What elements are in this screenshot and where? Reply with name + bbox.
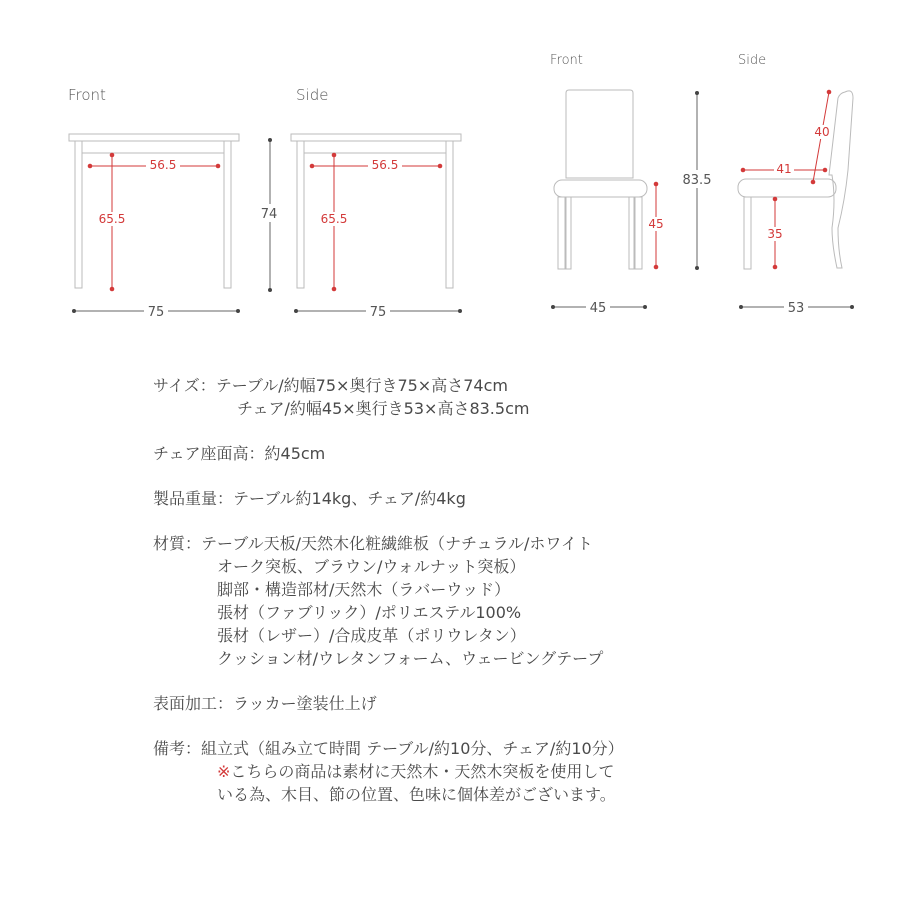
spec-remarks-label: 備考： (153, 739, 202, 758)
chair-side-seat (738, 179, 836, 197)
chair-side-view (738, 91, 853, 269)
spec-material-line: オーク突板、ブラウン/ウォルナット突板） (217, 557, 526, 576)
spec-size-label: サイズ： (153, 376, 216, 395)
spec-remarks (153, 737, 853, 806)
table-side-depth: 75 (369, 305, 387, 320)
table-height: 74 (260, 207, 278, 222)
spec-remarks-assembly: 組立式（組み立て時間 テーブル/約10分、チェア/約10分） (201, 739, 624, 758)
chair-side-label: Side (738, 53, 767, 68)
spec-remarks-note-cont: いる為、木目、節の位置、色味に個体差がございます。 (217, 785, 616, 804)
table-front-label: Front (68, 86, 106, 104)
spec-material-line: 脚部・構造部材/天然木（ラバーウッド） (217, 580, 511, 599)
spec-size (153, 374, 853, 420)
chair-depth: 53 (787, 301, 805, 316)
table-side-label: Side (296, 86, 329, 104)
spec-material (153, 532, 853, 670)
chair-side-backrest-leg (829, 91, 853, 268)
chair-front-label: Front (550, 53, 583, 68)
table-side-red-dims (310, 153, 443, 292)
table-side-leg-left (297, 141, 304, 288)
chair-leg-height: 35 (767, 227, 783, 241)
table-front-top (69, 134, 239, 141)
table-height-dim (258, 138, 282, 292)
table-front-red-dims (88, 153, 221, 292)
table-front-leg-left (75, 141, 82, 288)
spec-finish: 表面加工：ラッカー塗装仕上げ (153, 694, 377, 713)
spec-seat-height: チェア座面高：約45cm (153, 444, 326, 463)
chair-front-seat-height-dim (646, 182, 666, 270)
table-front-leg-height: 65.5 (98, 212, 126, 226)
chair-width: 45 (589, 301, 607, 316)
chair-front-view (554, 90, 647, 269)
chair-total-height: 83.5 (682, 173, 712, 188)
chair-front-backrest (566, 90, 633, 178)
chair-front-leg-l1 (558, 197, 565, 269)
table-front-width: 75 (147, 305, 165, 320)
table-side-leg-right (446, 141, 453, 288)
specifications (153, 374, 853, 828)
chair-seat-height: 45 (648, 217, 664, 231)
table-side-leg-height: 65.5 (320, 212, 348, 226)
chair-front-leg-l2 (566, 197, 571, 269)
spec-size-table: テーブル/約幅75×奥行き75×高さ74cm (215, 376, 508, 395)
table-side-inner-width: 56.5 (371, 158, 399, 172)
spec-material-line: 張材（ファブリック）/ポリエステル100% (217, 603, 522, 622)
chair-total-height-dim (680, 91, 714, 270)
dimension-diagrams (0, 0, 900, 340)
spec-weight: 製品重量：テーブル約14kg、チェア/約4kg (153, 489, 466, 508)
spec-material-label: 材質： (153, 534, 202, 553)
spec-size-chair: チェア/約幅45×奥行き53×高さ83.5cm (237, 399, 530, 418)
chair-back-height: 40 (814, 125, 830, 139)
chair-front-leg-r2 (629, 197, 634, 269)
table-front-inner-width: 56.5 (149, 158, 177, 172)
chair-front-leg-r1 (635, 197, 642, 269)
table-side-depth-dim (294, 303, 462, 320)
chair-seat-depth: 41 (776, 162, 792, 176)
chair-front-width-dim (551, 299, 647, 316)
chair-front-seat (554, 180, 647, 197)
table-front-width-dim (72, 303, 240, 320)
spec-material-line: テーブル天板/天然木化粧繊維板（ナチュラル/ホワイト (201, 534, 593, 553)
spec-material-line: 張材（レザー）/合成皮革（ポリウレタン） (217, 626, 526, 645)
chair-side-depth-dim (739, 299, 854, 316)
spec-material-line: クッション材/ウレタンフォーム、ウェービングテープ (217, 649, 604, 668)
note-mark: ※ (217, 762, 231, 781)
spec-remarks-note: こちらの商品は素材に天然木・天然木突板を使用して (230, 762, 615, 781)
table-side-top (291, 134, 461, 141)
chair-side-front-leg (744, 197, 751, 269)
table-front-leg-right (224, 141, 231, 288)
